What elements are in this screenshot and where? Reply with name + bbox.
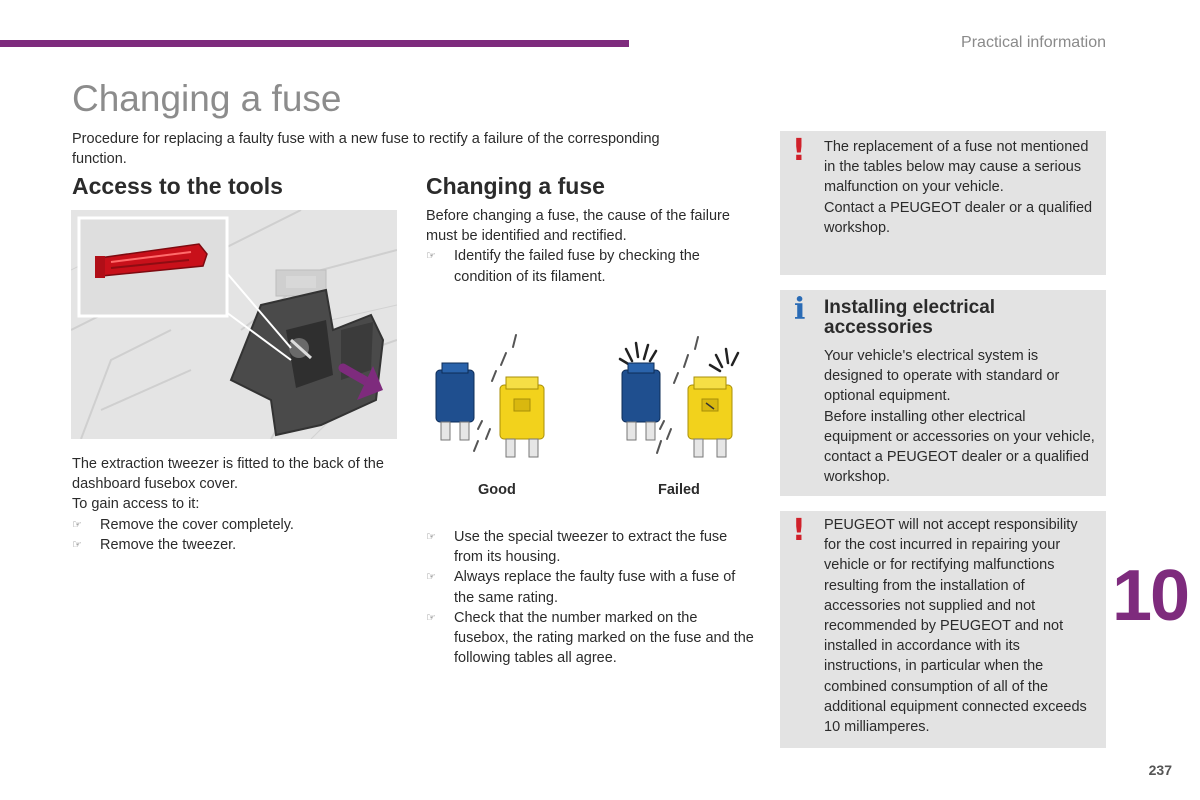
info-heading: Installing electrical accessories <box>824 297 996 338</box>
access-tools-heading: Access to the tools <box>72 173 283 199</box>
info-text: Before installing other electrical equipment or accessories on your vehicle, contact a PEUGEOT dealer or a qualified workshop. <box>824 408 1095 486</box>
access-instruction-text: To gain access to it: <box>72 496 200 513</box>
hand-pointer-icon: ☞ <box>426 571 436 584</box>
hand-pointer-icon: ☞ <box>426 611 436 624</box>
info-text: Your vehicle's electrical system is designed to operate with standard or optional equipment. <box>824 348 1060 405</box>
changing-fuse-heading: Changing a fuse <box>426 173 605 199</box>
warning-exclamation-icon: ! <box>792 133 806 168</box>
chapter-number: 10 <box>1112 556 1189 636</box>
changing-fuse-intro <box>426 206 756 287</box>
section-color-bar <box>0 40 629 47</box>
warning-text: The replacement of a fuse not mentioned in the tables below may cause a serious malfunction on your vehicle. <box>824 139 1089 196</box>
hand-pointer-icon: ☞ <box>72 538 82 551</box>
access-tools-text <box>72 454 402 555</box>
intro-text: Procedure for replacing a faulty fuse with a new fuse to rectify a failure of the corresponding function. <box>72 131 660 168</box>
page-title: Changing a fuse <box>72 78 342 119</box>
page-number: 237 <box>1148 762 1172 778</box>
fusebox-drawing <box>71 210 397 439</box>
list-item: ☞ Always replace the faulty fuse with a fuse of the same rating. <box>426 567 756 607</box>
list-item: ☞ Check that the number marked on the fusebox, the rating marked on the fuse and the following tables all agree. <box>426 608 756 669</box>
tweezer-location-text: The extraction tweezer is fitted to the back of the dashboard fusebox cover. <box>72 456 384 493</box>
failed-yellow-fuse-icon <box>688 377 732 457</box>
warning-text: Contact a PEUGEOT dealer or a qualified workshop. <box>824 199 1093 236</box>
warning-exclamation-icon: ! <box>792 513 806 548</box>
list-item: ☞ Use the special tweezer to extract the fuse from its housing. <box>426 527 756 567</box>
fuse-comparison-figure <box>426 325 756 485</box>
failed-blue-fuse-icon <box>622 363 660 440</box>
list-item: ☞ Remove the tweezer. <box>72 535 402 555</box>
section-title: Practical information <box>961 34 1106 51</box>
warning-box-responsibility <box>780 511 1106 748</box>
info-box-accessories <box>780 290 1106 496</box>
replacement-steps <box>426 527 756 668</box>
fusebox-cover-illustration <box>71 210 397 439</box>
list-item: ☞ Identify the failed fuse by checking the condition of its filament. <box>426 246 756 286</box>
good-yellow-fuse-icon <box>500 377 544 457</box>
warning-text: PEUGEOT will not accept responsibility for the cost incurred in repairing your vehicle or for rectifying malfunctions resulting from the installation of accessories not supplied and not recommended by PEUGEOT and not installed in accordance with its instructions, in particular when the combined consumption of all of the additional equipment connected exceeds 10 milliamperes. <box>824 517 1087 736</box>
good-caption: Good <box>478 482 516 498</box>
good-blue-fuse-icon <box>436 363 474 440</box>
info-icon: i <box>794 292 806 327</box>
warning-box-fuse-replacement <box>780 131 1106 275</box>
list-item: ☞ Remove the cover completely. <box>72 515 402 535</box>
hand-pointer-icon: ☞ <box>72 518 82 531</box>
cause-text: Before changing a fuse, the cause of the failure must be identified and rectified. <box>426 208 730 245</box>
fuse-drawing <box>426 325 756 485</box>
hand-pointer-icon: ☞ <box>426 250 436 263</box>
failed-caption: Failed <box>658 482 700 498</box>
hand-pointer-icon: ☞ <box>426 531 436 543</box>
